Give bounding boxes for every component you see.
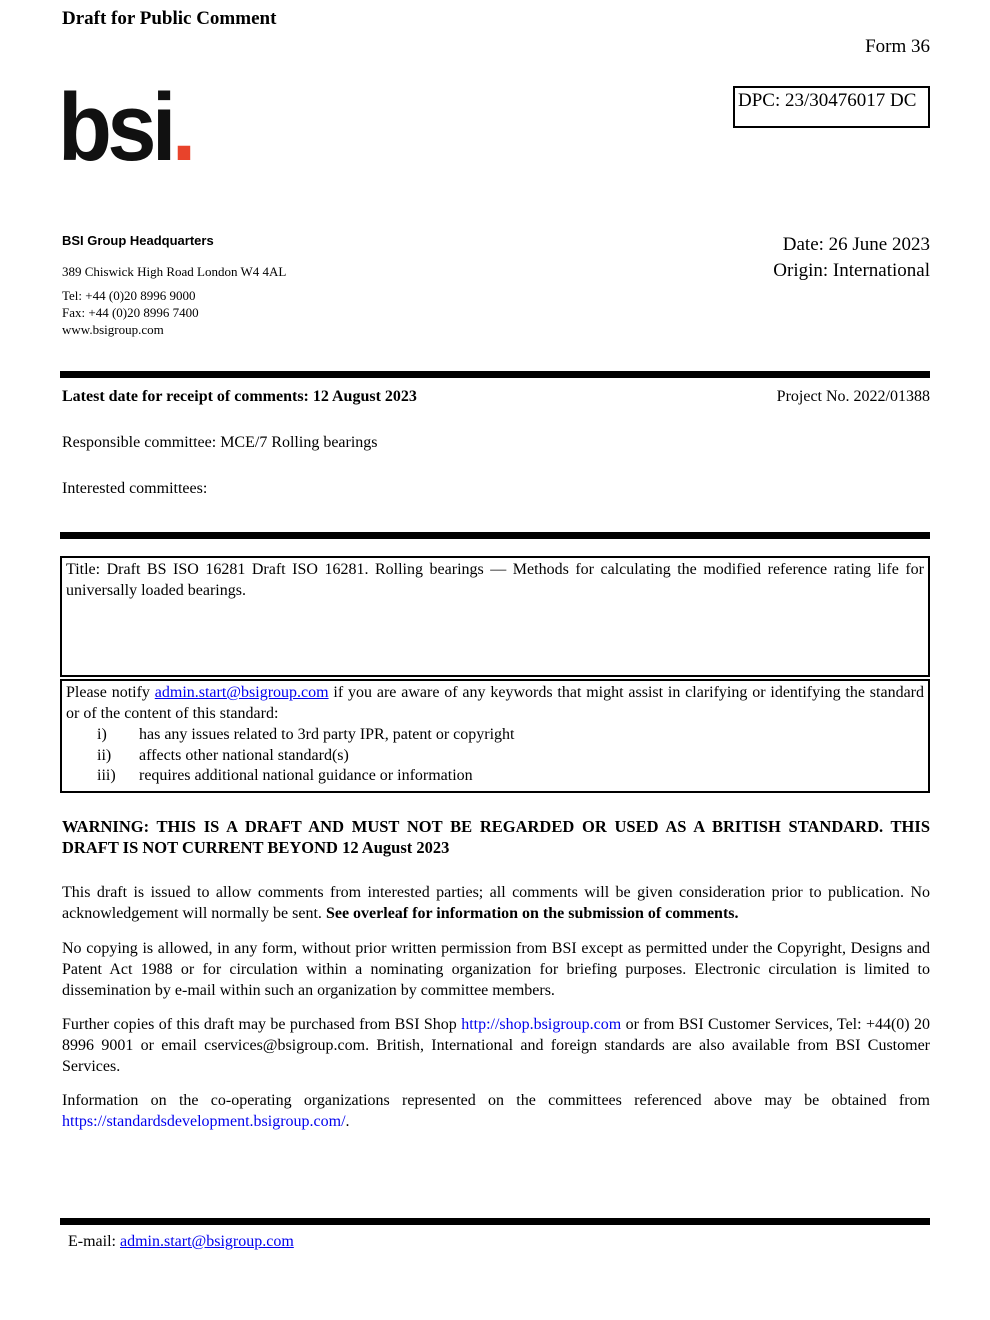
bsi-shop-link[interactable]: http://shop.bsigroup.com xyxy=(461,1016,622,1033)
list-item-text: requires additional national guidance or information xyxy=(139,767,473,784)
headquarters-tel: Tel: +44 (0)20 8996 9000 xyxy=(62,288,196,303)
horizontal-rule-bottom xyxy=(60,1218,930,1225)
list-item-numeral: i) xyxy=(97,726,107,743)
further-copies-after: or from BSI Customer Services, Tel: +44(0) 20 8996 9001 or email cservices@bsigroup.com. British, International and foreign standards are also available from BSI Customer Services. xyxy=(62,1016,930,1075)
draft-issued-paragraph xyxy=(62,882,930,924)
further-copies-before: Further copies of this draft may be purchased from BSI Shop xyxy=(62,1016,462,1033)
see-overleaf-bold-text: See overleaf for information on the submission of comments. xyxy=(325,905,739,922)
cooperating-orgs-paragraph xyxy=(62,1090,930,1132)
headquarters-block xyxy=(62,233,286,338)
title-text: Title: Draft BS ISO 16281 Draft ISO 16281. Rolling bearings — Methods for calculating the modified reference rating life for universally loaded bearings. xyxy=(66,561,924,599)
list-item-text: affects other national standard(s) xyxy=(139,746,349,764)
bsi-logo-text: bsi xyxy=(58,74,172,181)
headquarters-fax: Fax: +44 (0)20 8996 7400 xyxy=(62,305,199,320)
responsible-committee: Responsible committee: MCE/7 Rolling bearings xyxy=(62,434,378,451)
warning-paragraph: WARNING: THIS IS A DRAFT AND MUST NOT BE REGARDED OR USED AS A BRITISH STANDARD. THIS DRAFT IS NOT CURRENT BEYOND 12 August 2023 xyxy=(62,817,930,857)
dpc-number-box xyxy=(733,86,930,128)
info-after: . xyxy=(345,1113,350,1130)
date-origin-block xyxy=(773,232,930,284)
footer-email-label: E-mail: xyxy=(68,1233,120,1250)
list-item xyxy=(66,766,924,787)
notify-text-before: Please notify xyxy=(66,684,155,701)
latest-date-row xyxy=(62,388,930,406)
list-item-text: has any issues related to 3rd party IPR, patent or copyright xyxy=(139,726,515,743)
interested-committees: Interested committees: xyxy=(62,480,208,497)
list-item-numeral: ii) xyxy=(97,746,112,764)
headquarters-title: BSI Group Headquarters xyxy=(62,233,214,248)
info-before: Information on the co-operating organizations represented on the committees referenced above may be obtained from xyxy=(62,1092,930,1109)
project-number: Project No. 2022/01388 xyxy=(776,388,930,405)
keywords-list xyxy=(66,725,924,787)
horizontal-rule-middle xyxy=(60,532,930,539)
footer-email-line xyxy=(68,1233,294,1251)
notify-text-after: if you are aware of any keywords that might assist in clarifying or identifying the standard or of the content of this standard: xyxy=(66,684,925,722)
admin-email-link[interactable]: admin.start@bsigroup.com xyxy=(154,684,329,701)
list-item xyxy=(66,725,924,746)
latest-date-for-comments: Latest date for receipt of comments: 12 August 2023 xyxy=(62,388,417,405)
no-copying-paragraph: No copying is allowed, in any form, without prior written permission from BSI except as permitted under the Copyright, Designs and Patent Act 1988 or for circulation within a nominating organization for briefing purposes. Electronic circulation is limited to dissemination by e-mail within such an organization by committee members. xyxy=(62,940,930,999)
form-number: Form 36 xyxy=(865,36,930,57)
list-item xyxy=(66,746,924,767)
footer-email-link[interactable]: admin.start@bsigroup.com xyxy=(119,1233,294,1250)
headquarters-web: www.bsigroup.com xyxy=(62,322,164,337)
title-box xyxy=(60,556,930,677)
dpc-number: DPC: 23/30476017 DC xyxy=(738,90,917,111)
further-copies-paragraph xyxy=(62,1014,930,1077)
origin-line: Origin: International xyxy=(773,260,930,281)
headquarters-address: 389 Chiswick High Road London W4 4AL xyxy=(62,264,287,279)
bsi-logo xyxy=(58,74,197,181)
keywords-notify-box xyxy=(60,679,930,793)
list-item-numeral: iii) xyxy=(97,767,116,784)
date-line: Date: 26 June 2023 xyxy=(782,234,930,255)
bsi-logo-dot: . xyxy=(171,74,197,181)
draft-for-public-comment-label: Draft for Public Comment xyxy=(62,8,277,29)
draft-issued-text: This draft is issued to allow comments from interested parties; all comments will be given consideration prior to publication. No acknowledgement will normally be sent. xyxy=(62,884,930,922)
standards-development-link[interactable]: https://standardsdevelopment.bsigroup.com/ xyxy=(62,1113,346,1130)
horizontal-rule-top xyxy=(60,371,930,378)
